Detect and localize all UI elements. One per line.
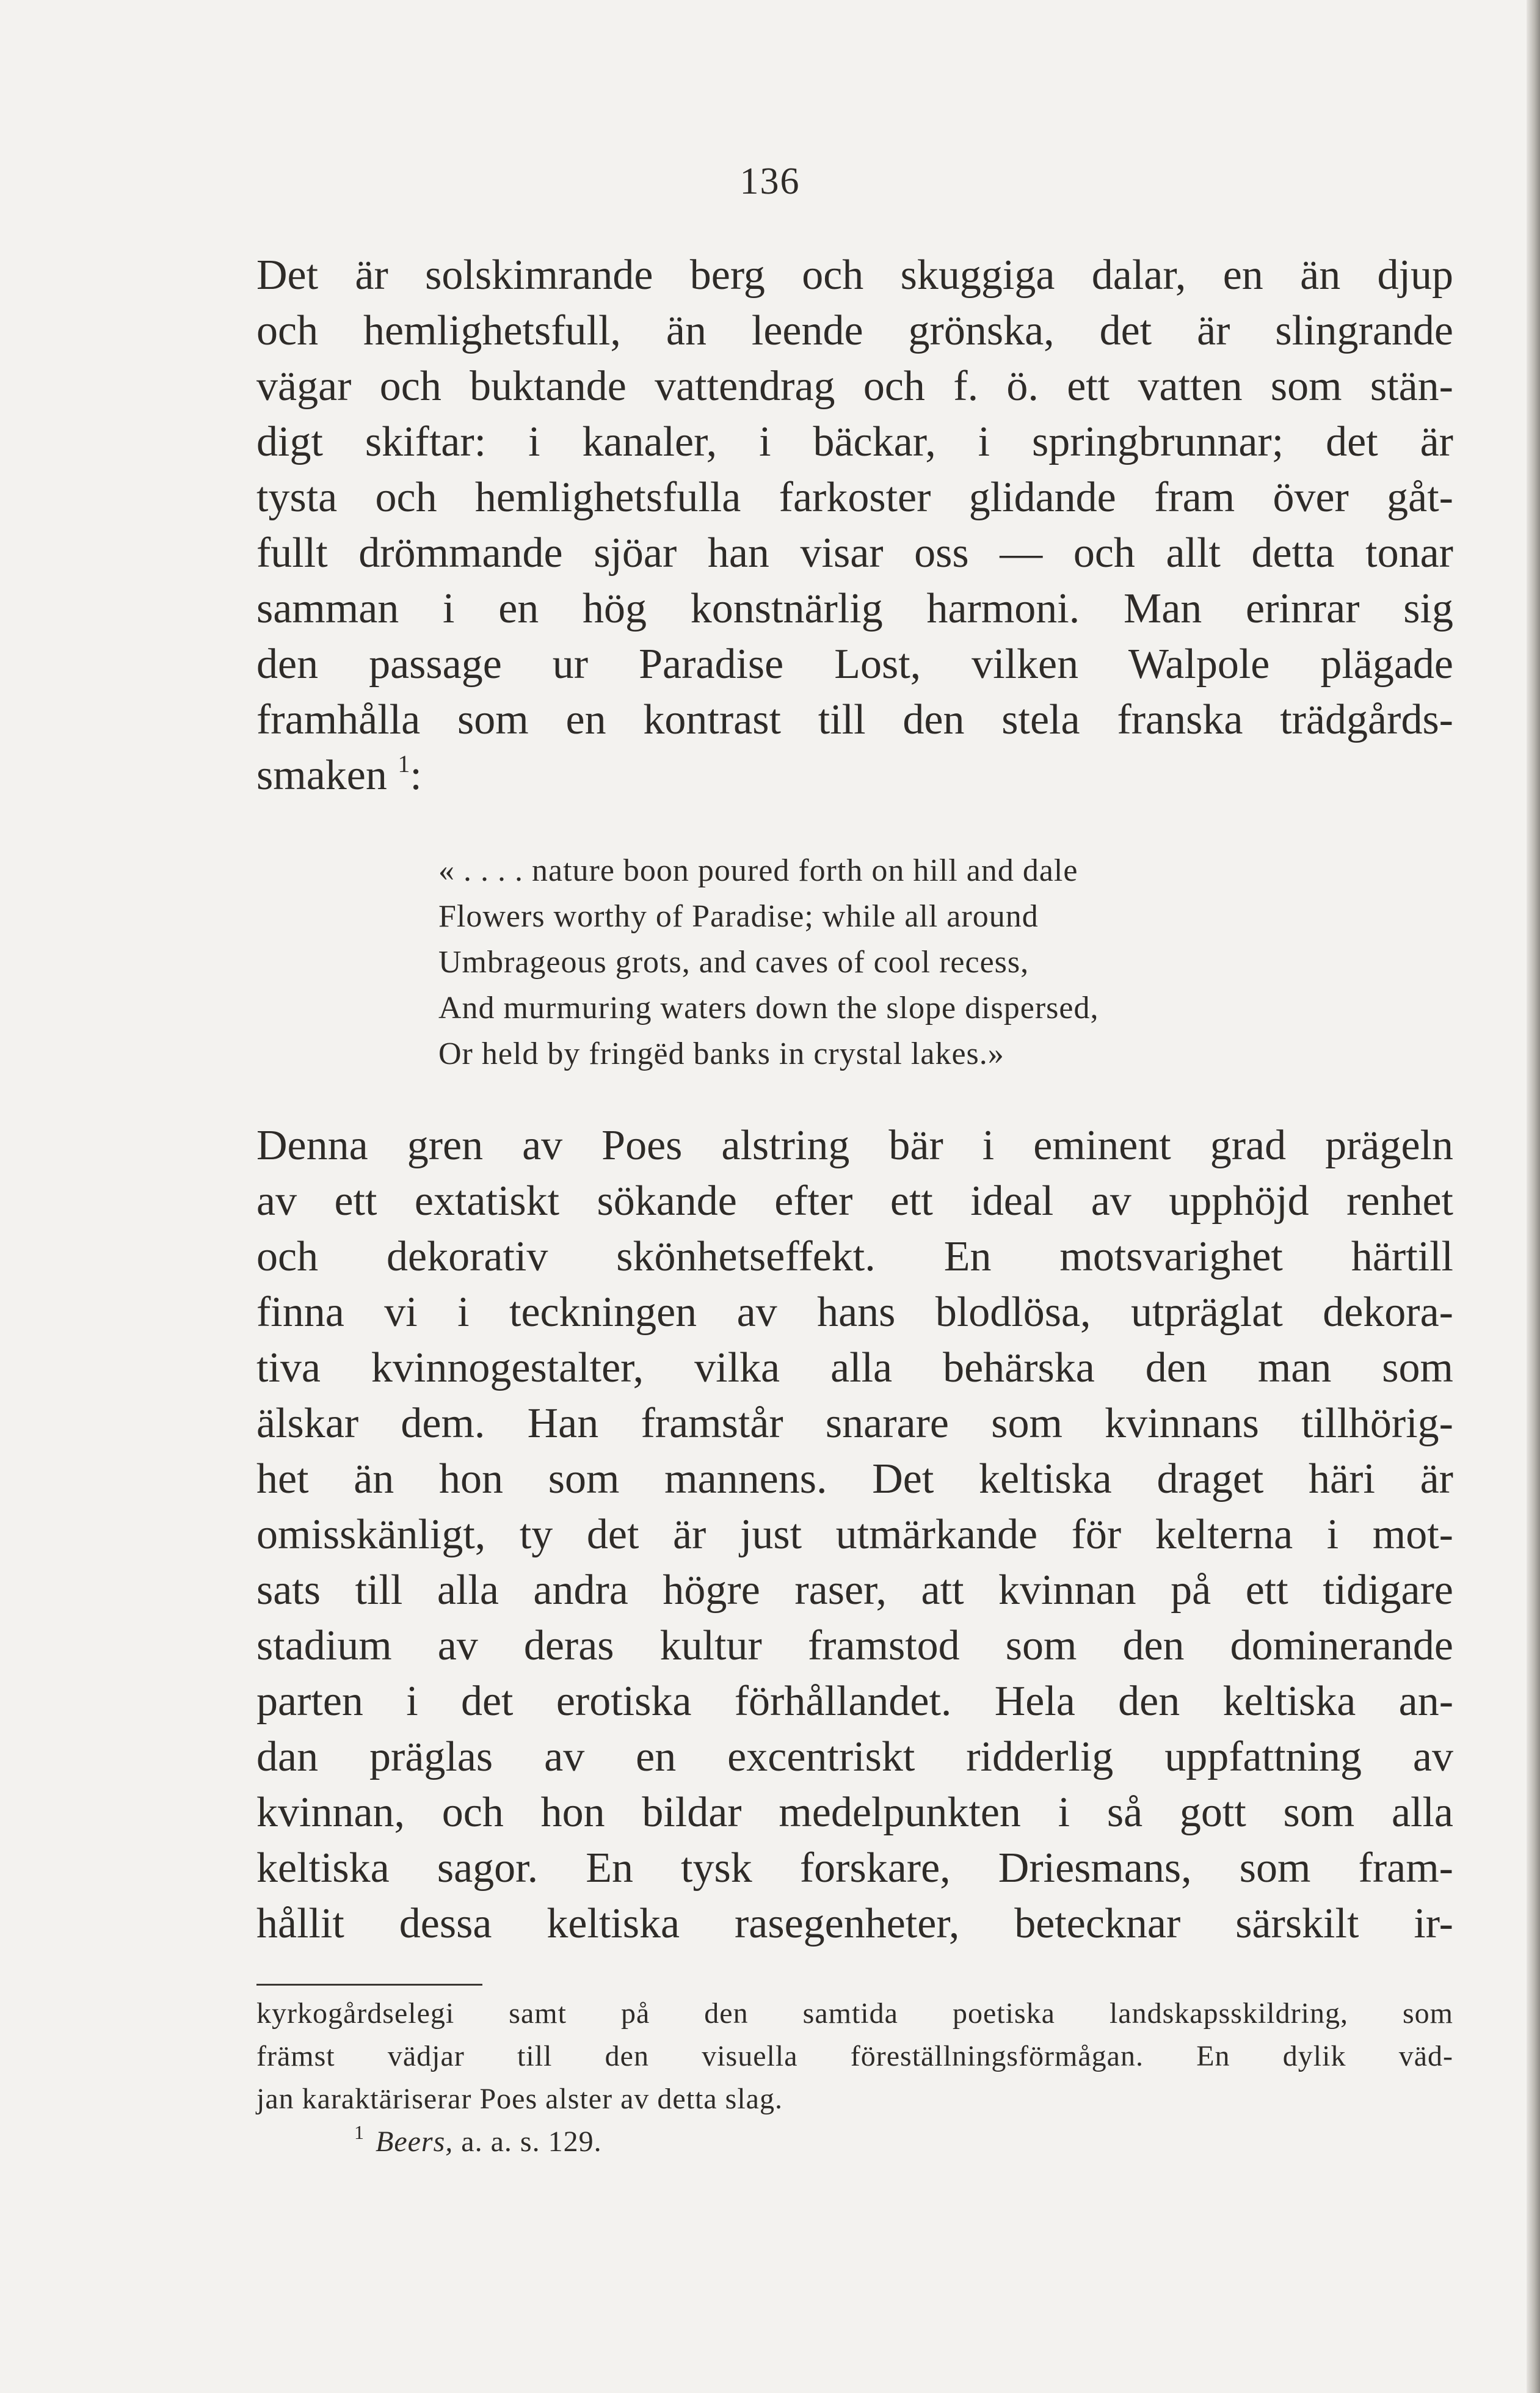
text-line: tysta och hemlighetsfulla farkoster glidande fram över gåt- (256, 474, 1453, 521)
text-line: finna vi i teckningen av hans blodlösa, utpräglat dekora- (256, 1289, 1453, 1336)
footnote-citation: a. a. s. 129. (461, 2125, 602, 2158)
verse-line: And murmuring waters down the slope dispersed, (438, 991, 1099, 1025)
footnote-line: främst vädjar till den visuella föreställningsförmågan. En dylik väd- (256, 2040, 1453, 2072)
page-edge (1527, 0, 1540, 2393)
text-line: keltiska sagor. En tysk forskare, Driesmans, som fram- (256, 1845, 1453, 1892)
text-line: av ett extatiskt sökande efter ett ideal av upphöjd renhet (256, 1178, 1453, 1225)
text-line: samman i en hög konstnärlig harmoni. Man erinrar sig (256, 585, 1453, 632)
text-line: omisskänligt, ty det är just utmärkande för kelterna i mot- (256, 1511, 1453, 1558)
text-line: dan präglas av en excentriskt ridderlig uppfattning av (256, 1733, 1453, 1780)
text-line: digt skiftar: i kanaler, i bäckar, i springbrunnar; det är (256, 418, 1453, 465)
verse-line: « . . . . nature boon poured forth on hill and dale (438, 853, 1078, 888)
verse-line: Or held by fringëd banks in crystal lakes.» (438, 1036, 1004, 1071)
text-line: sats till alla andra högre raser, att kvinnan på ett tidigare (256, 1567, 1453, 1614)
text-line: och dekorativ skönhetseffekt. En motsvarighet härtill (256, 1233, 1453, 1280)
text-line: kvinnan, och hon bildar medelpunkten i så gott som alla (256, 1789, 1453, 1836)
text-line: och hemlighetsfull, än leende grönska, det är slingrande (256, 307, 1453, 354)
text-line: parten i det erotiska förhållandet. Hela den keltiska an- (256, 1678, 1453, 1725)
last-word: smaken (256, 752, 387, 799)
text-line: tiva kvinnogestalter, vilka alla behärska den man som (256, 1344, 1453, 1391)
text-line: älskar dem. Han framstår snarare som kvinnans tillhörig- (256, 1400, 1453, 1447)
verse-quotation (438, 848, 1281, 1077)
text-line-last (256, 748, 1453, 803)
text-line: fullt drömmande sjöar han visar oss — och allt detta tonar (256, 530, 1453, 577)
text-line: hållit dessa keltiska rasegenheter, betecknar särskilt ir- (256, 1900, 1453, 1947)
text-line: het än hon som mannens. Det keltiska draget häri är (256, 1455, 1453, 1502)
paragraph-2 (256, 1118, 1453, 1951)
colon: : (410, 752, 422, 799)
text-line: stadium av deras kultur framstod som den dominerande (256, 1622, 1453, 1669)
text-line: framhålla som en kontrast till den stela franska trädgårds- (256, 696, 1453, 743)
text-line: Denna gren av Poes alstring bär i eminent grad prägeln (256, 1122, 1453, 1169)
footnote-line: jan karaktäriserar Poes alster av detta slag. (256, 2083, 783, 2115)
footnote-reference (256, 2121, 1453, 2163)
footnotes (256, 1992, 1453, 2163)
footnote-ref-marker: 1 (354, 2121, 365, 2143)
footnote-line: kyrkogårdselegi samt på den samtida poetiska landskapsskildring, som (256, 1997, 1453, 2030)
paragraph-1 (256, 247, 1453, 803)
page-number: 136 (739, 161, 801, 202)
verse-line: Umbrageous grots, and caves of cool recess, (438, 945, 1030, 980)
footnote-divider (256, 1984, 482, 1986)
text-line: Det är solskimrande berg och skuggiga dalar, en än djup (256, 252, 1453, 299)
footnote-marker: 1 (398, 750, 410, 778)
verse-line: Flowers worthy of Paradise; while all around (438, 899, 1039, 934)
text-line: den passage ur Paradise Lost, vilken Walpole plägade (256, 641, 1453, 688)
footnote-author: Beers, (376, 2125, 454, 2158)
text-line: vägar och buktande vattendrag och f. ö. ett vatten som stän- (256, 363, 1453, 410)
